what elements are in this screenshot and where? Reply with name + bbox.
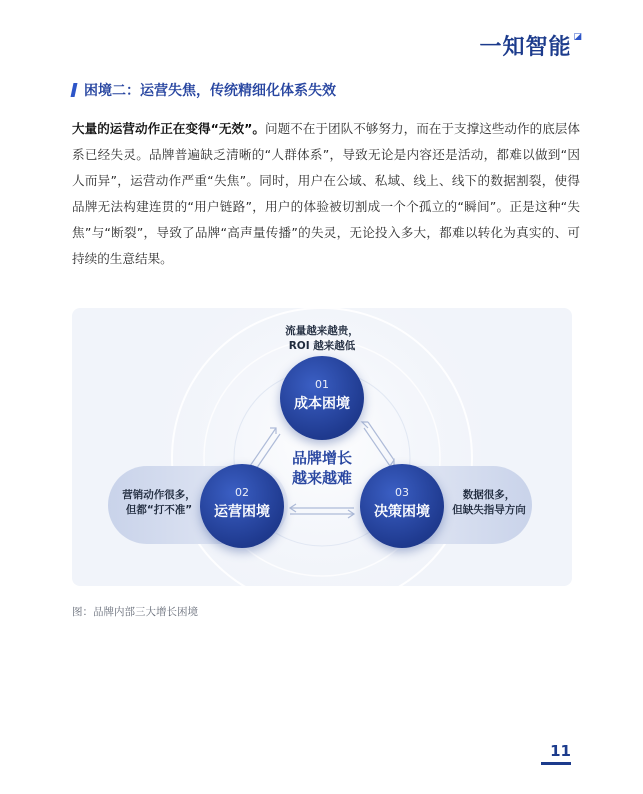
body-paragraph: [72, 116, 580, 272]
page-number-underline: [541, 762, 571, 765]
title-bar-icon: [71, 83, 78, 97]
section-title: [72, 80, 336, 100]
note-node-03: [444, 488, 534, 518]
section-title-text: 困境二：运营失焦，传统精细化体系失效: [84, 83, 336, 99]
note-node-02: [114, 488, 204, 518]
node-01-circle: [280, 356, 364, 440]
node-03-num: 03: [395, 486, 409, 499]
note-01-line2: ROI 越来越低: [288, 340, 356, 352]
node-02-num: 02: [235, 486, 249, 499]
note-01-line1: 流量越来越贵，: [285, 325, 359, 337]
node-01-num: 01: [315, 378, 329, 391]
logo-mark-icon: ◪: [573, 32, 583, 42]
logo-text: 一知智能: [479, 35, 572, 60]
body-text: 问题不在于团队不够努力，而在于支撑这些动作的底层体系已经失灵。品牌普遍缺乏清晰的“人群体系”，导致无论是内容还是活动，都难以做到“因人而异”，运营动作严重“失焦”。同时，用户在公域、私域、线上、线下的数据割裂，使得品牌无法构建连贯的“用户链路”，用户的体验被切割成一个个孤立的“瞬间”。正是这种“失焦”与“断裂”，导致了品牌“高声量传播”的失灵，无论投入多大，都难以转化为真实的、可持续的生意结果。: [72, 121, 580, 266]
diagram: [72, 308, 572, 586]
node-01-name: 成本困境: [294, 396, 350, 412]
node-02-name: 运营困境: [214, 504, 270, 520]
node-03-name: 决策困境: [374, 504, 430, 520]
page-number: 11: [550, 742, 571, 760]
note-02-line1: 营销动作很多，: [122, 489, 196, 501]
logo: [479, 30, 583, 61]
note-03-line1: 数据很多，: [462, 489, 516, 501]
note-node-01: [252, 324, 392, 354]
center-line1: 品牌增长: [291, 449, 352, 467]
diagram-center-text: [262, 448, 382, 488]
note-03-line2: 但缺失指导方向: [452, 504, 526, 516]
center-line2: 越来越难: [291, 469, 352, 487]
figure-caption: 图：品牌内部三大增长困境: [72, 606, 198, 618]
note-02-line2: 但都“打不准”: [125, 504, 193, 516]
body-lead: 大量的运营动作正在变得“无效”。: [72, 121, 265, 136]
